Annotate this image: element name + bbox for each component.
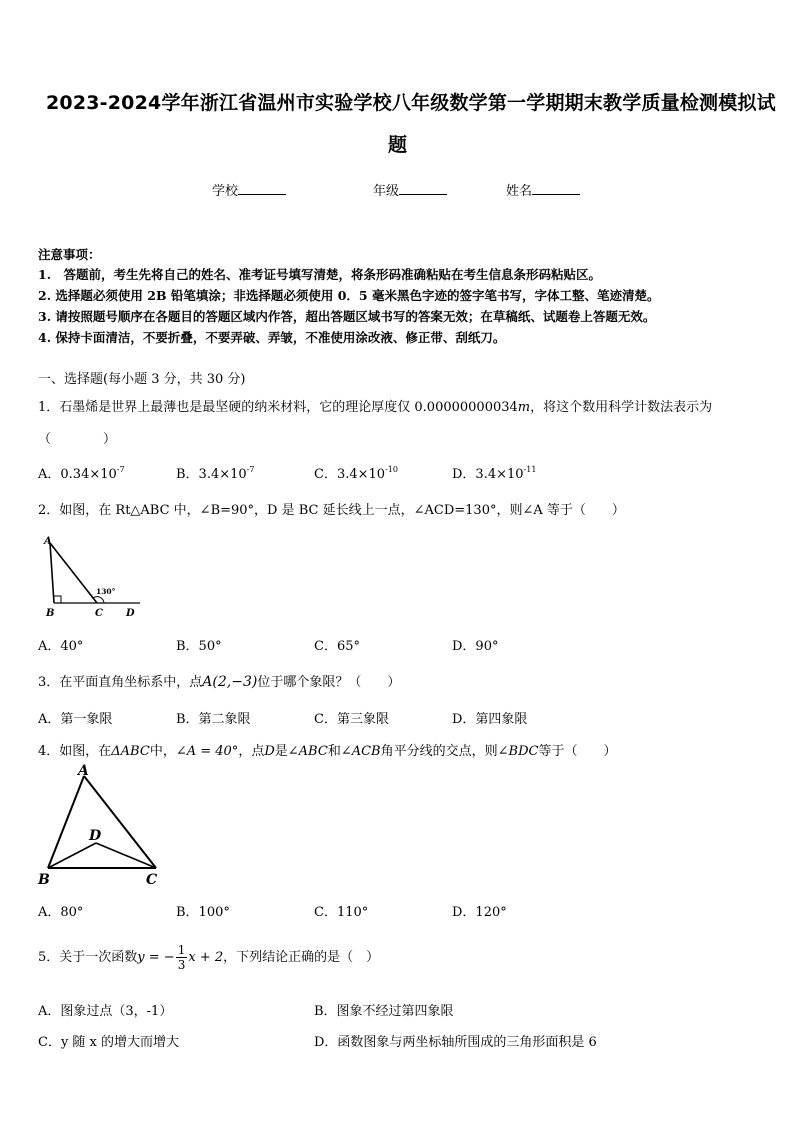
name-blank xyxy=(532,182,580,195)
q2-side-ab xyxy=(50,543,54,603)
q2-label-b: B xyxy=(46,608,55,619)
q4-option-a: A．80° xyxy=(38,905,84,920)
q5-rhs: x + 2 xyxy=(188,950,224,965)
q1-option-a: A．$0.34\times 10^{-7}$ xyxy=(38,465,125,482)
q2-label-a: A xyxy=(44,536,52,547)
name-field xyxy=(506,180,580,199)
q3-point: A(2,−3) xyxy=(202,674,258,690)
q2-figure xyxy=(40,532,150,620)
q2-option-b: B．50° xyxy=(176,639,222,654)
notes-heading: 注意事项： xyxy=(38,247,101,262)
page-title-continued: 题 xyxy=(388,134,408,156)
question-2: 2．如图，在 Rt△ABC 中，∠B=90°，D 是 BC 延长线上一点，∠ACD=130°，则∠A 等于（ ） xyxy=(38,503,625,518)
q4-option-b: B．100° xyxy=(176,905,230,920)
q2-angle-label: 130° xyxy=(96,587,116,596)
school-blank xyxy=(238,182,286,195)
q5-option-b: B．图象不经过第四象限 xyxy=(314,1004,454,1019)
q2-label-c: C xyxy=(95,608,103,619)
q1-option-d: D．$3.4\times 10^{-11}$ xyxy=(452,465,537,482)
q4-side-ac xyxy=(84,776,156,868)
q2-side-ac xyxy=(50,543,97,603)
q1-option-c: C．$3.4\times 10^{-10}$ xyxy=(314,465,398,482)
notes-item-4: 4. 保持卡面清洁，不要折叠，不要弄破、弄皱，不准使用涂改液、修正带、刮纸刀。 xyxy=(38,330,506,345)
q4-side-ab xyxy=(48,776,84,868)
q4-label-a: A xyxy=(78,763,89,779)
q5-option-a: A．图象过点（3，-1） xyxy=(38,1004,173,1019)
q4-option-d: D．120° xyxy=(452,905,507,920)
q2-option-d: D．90° xyxy=(452,639,499,654)
q3-option-b: B．第二象限 xyxy=(176,712,251,727)
q2-option-c: C．65° xyxy=(314,639,360,654)
q3-option-a: A．第一象限 xyxy=(38,712,113,727)
q3-option-d: D．第四象限 xyxy=(452,712,528,727)
section-heading: 一、选择题(每小题 3 分，共 30 分) xyxy=(38,372,246,387)
question-3: 3．在平面直角坐标系中，点A(2,−3)位于哪个象限？（ ） xyxy=(38,674,401,690)
q5-option-c: C．y 随 x 的增大而增大 xyxy=(38,1035,180,1050)
q1-unit: m xyxy=(517,400,531,415)
question-4: 4．如图，在ΔABC中，∠A = 40°，点D是∠ABC和∠ACB角平分线的交点，则∠BDC等于（ ） xyxy=(38,744,617,759)
q4-label-b: B xyxy=(38,872,50,888)
question-5: 5．关于一次函数y = − $\frac{1}{3}$ x + 2，下列结论正确的是（ ） xyxy=(38,943,380,972)
q5-lhs: y = − xyxy=(137,950,175,965)
grade-blank xyxy=(399,182,447,195)
q1-text: 1．石墨烯是世界上最薄也是最坚硬的纳米材料，它的理论厚度仅 0.00000000034 xyxy=(38,400,518,415)
school-label: 学校 xyxy=(212,184,239,199)
name-label: 姓名 xyxy=(506,184,533,199)
school-field xyxy=(212,180,286,199)
notes-item-3: 3. 请按照题号顺序在各题目的答题区域内作答，超出答题区域书写的答案无效；在草稿纸、试题卷上答题无效。 xyxy=(38,309,656,324)
q4-label-d: D xyxy=(89,828,102,844)
question-1 xyxy=(38,396,712,415)
q2-option-a: A．40° xyxy=(38,639,84,654)
q4-label-c: C xyxy=(146,872,158,888)
page-title: 2023-2024学年浙江省温州市实验学校八年级数学第一学期期末教学质量检测模拟试 xyxy=(46,92,776,114)
q4-figure xyxy=(34,762,164,890)
q1-option-b: B．$3.4\times 10^{-7}$ xyxy=(176,465,255,482)
grade-field xyxy=(373,180,447,199)
q1-text2: ，将这个数用科学计数法表示为 xyxy=(530,400,713,415)
q5-fraction: $\frac{1}{3}$ xyxy=(177,943,186,972)
q4-option-c: C．110° xyxy=(314,905,369,920)
q2-right-angle-mark xyxy=(54,596,61,603)
q4-bisector-bd xyxy=(48,843,96,868)
notes-item-1: 1. 答题前，考生先将自己的姓名、准考证号填写清楚，将条形码准确粘贴在考生信息条形码粘贴区。 xyxy=(38,267,602,282)
q5-option-d: D．函数图象与两坐标轴所围成的三角形面积是 6 xyxy=(314,1035,597,1050)
notes-item-2: 2. 选择题必须使用 2B 铅笔填涂；非选择题必须使用 0．5 毫米黑色字迹的签字笔书写，字体工整、笔迹清楚。 xyxy=(38,288,660,303)
grade-label: 年级 xyxy=(373,184,400,199)
q2-label-d: D xyxy=(126,608,135,619)
q1-paren: （ ） xyxy=(38,432,117,447)
q3-option-c: C．第三象限 xyxy=(314,712,389,727)
